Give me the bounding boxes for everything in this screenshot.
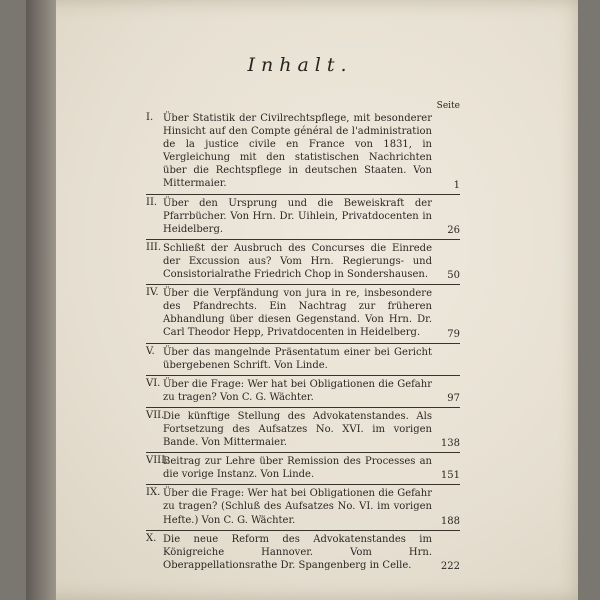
entry-number: X. (146, 532, 157, 544)
entry-page: 222 (440, 560, 460, 572)
entry-page: 1 (453, 179, 460, 191)
page-column-label: Seite (436, 101, 460, 111)
table-of-contents (146, 110, 460, 575)
toc-entry-8 (146, 453, 460, 485)
entry-page: 50 (447, 270, 460, 282)
entry-title: Schließt der Ausbruch des Concurses die Einrede der Excussion aus? Vom Hrn. Regierungs- und Consistorialrathe Friedrich Chop in Sondershausen. (163, 242, 432, 281)
toc-entry-1 (146, 110, 460, 195)
entry-page: 151 (440, 470, 460, 482)
entry-number: IX. (146, 487, 161, 499)
page-binding-shadow (26, 0, 56, 600)
entry-number: VIII. (146, 455, 169, 467)
entry-page: 97 (447, 392, 460, 404)
toc-entry-5 (146, 344, 460, 376)
toc-entry-9 (146, 485, 460, 530)
entry-title: Über die Frage: Wer hat bei Obligationen die Gefahr zu tragen? Von C. G. Wächter. (163, 378, 432, 403)
entry-title: Über Statistik der Civilrechtspflege, mit besonderer Hinsicht auf den Compte général de l'administration de la justice civile en France von 1831, in Vergleichung mit den statistischen Nachrichten über die Rechtspflege in deutschen Staaten. Von Mittermaier. (163, 113, 432, 190)
entry-number: V. (146, 345, 155, 357)
entry-number: VI. (146, 377, 161, 389)
entry-title: Über die Frage: Wer hat bei Obligationen die Gefahr zu tragen? (Schluß des Aufsatzes No. VI. im vorigen Hefte.) Von C. G. Wächter. (163, 488, 432, 526)
entry-page: 79 (447, 328, 460, 340)
toc-entry-2 (146, 195, 460, 240)
toc-heading: Inhalt. (247, 54, 353, 76)
entry-title: Über die Verpfändung von jura in re, insbesondere des Pfandrechts. Ein Nachtrag zur früheren Abhandlung über diesen Gegenstand. Von Hrn. Dr. Carl Theodor Hepp, Privatdocenten in Heidelberg. (163, 288, 432, 339)
entry-number: II. (146, 196, 158, 208)
entry-number: III. (146, 241, 162, 253)
toc-entry-10 (146, 531, 460, 575)
entry-number: IV. (146, 287, 159, 299)
toc-entry-4 (146, 285, 460, 343)
entry-number: I. (146, 112, 154, 123)
entry-number: VII. (146, 409, 165, 421)
entry-title: Die neue Reform des Advokatenstandes im Königreiche Hannover. Vom Hrn. Oberappellationsrathe Dr. Spangenberg in Celle. (163, 533, 432, 571)
toc-entry-3 (146, 240, 460, 285)
entry-page: 138 (440, 438, 460, 450)
entry-page: 188 (440, 515, 460, 527)
toc-entry-7 (146, 408, 460, 453)
entry-title: Über den Ursprung und die Beweiskraft der Pfarrbücher. Von Hrn. Dr. Uihlein, Privatdocenten in Heidelberg. (163, 197, 432, 235)
entry-title: Über das mangelnde Präsentatum einer bei Gericht übergebenen Schrift. Von Linde. (163, 346, 432, 371)
entry-title: Die künftige Stellung des Advokatenstandes. Als Fortsetzung des Aufsatzes No. XVI. im vorigen Bande. Von Mittermaier. (163, 410, 432, 449)
entry-title: Beitrag zur Lehre über Remission des Processes an die vorige Instanz. Von Linde. (163, 456, 432, 481)
toc-entry-6 (146, 376, 460, 408)
entry-page: 26 (447, 224, 460, 236)
